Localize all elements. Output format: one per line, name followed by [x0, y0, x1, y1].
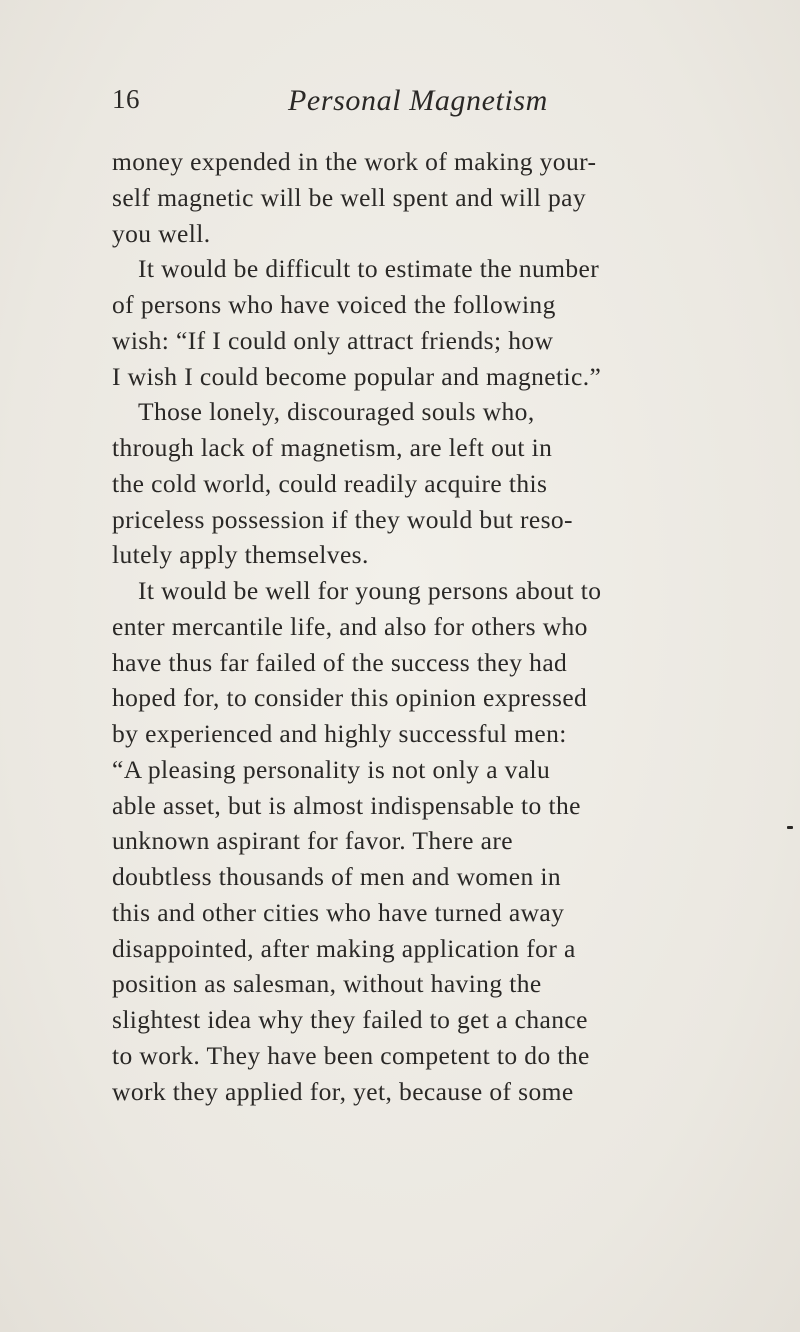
- text-line: enter mercantile life, and also for others who: [112, 611, 588, 641]
- text-line: able asset, but is almost indispensable to the: [112, 790, 581, 820]
- running-head: Personal Magnetism: [288, 84, 548, 117]
- text-line: work they applied for, yet, because of some: [112, 1076, 574, 1106]
- text-line: through lack of magnetism, are left out in: [112, 433, 553, 462]
- text-line: by experienced and highly successful men:: [112, 719, 567, 748]
- body-text: [112, 144, 792, 1109]
- text-line: position as salesman, without having the: [112, 969, 542, 999]
- text-line: of persons who have voiced the following: [112, 290, 556, 319]
- text-line: money expended in the work of making your-: [112, 147, 597, 176]
- text-line: I wish I could become popular and magnetic.”: [112, 361, 602, 391]
- text-line: the cold world, could readily acquire this: [112, 468, 548, 498]
- page-header: [112, 84, 792, 124]
- text-line: this and other cities who have turned away: [112, 897, 565, 927]
- text-line: doubtless thousands of men and women in: [112, 862, 562, 891]
- text-line: wish: “If I could only attract friends; how: [112, 325, 554, 355]
- text-line: hoped for, to consider this opinion expressed: [112, 683, 588, 713]
- paragraph-start: Those lonely, discouraged souls who,: [138, 397, 535, 427]
- text-line: have thus far failed of the success they had: [112, 647, 568, 677]
- text-line: disappointed, after making application for a: [112, 933, 576, 963]
- text-line: you well.: [112, 218, 211, 248]
- paragraph-start: It would be well for young persons about to: [138, 576, 602, 605]
- text-line: self magnetic will be well spent and will pay: [112, 182, 587, 212]
- page-number: 16: [112, 84, 140, 114]
- text-line: priceless possession if they would but reso-: [112, 504, 573, 534]
- text-line: unknown aspirant for favor. There are: [112, 826, 513, 856]
- text-line: to work. They have been competent to do the: [112, 1040, 590, 1070]
- text-line: “A pleasing personality is not only a valu: [112, 754, 551, 784]
- paragraph-start: It would be difficult to estimate the number: [138, 254, 600, 284]
- ink-speck: [787, 826, 793, 829]
- text-line: slightest idea why they failed to get a chance: [112, 1005, 588, 1034]
- text-line: lutely apply themselves.: [112, 540, 369, 570]
